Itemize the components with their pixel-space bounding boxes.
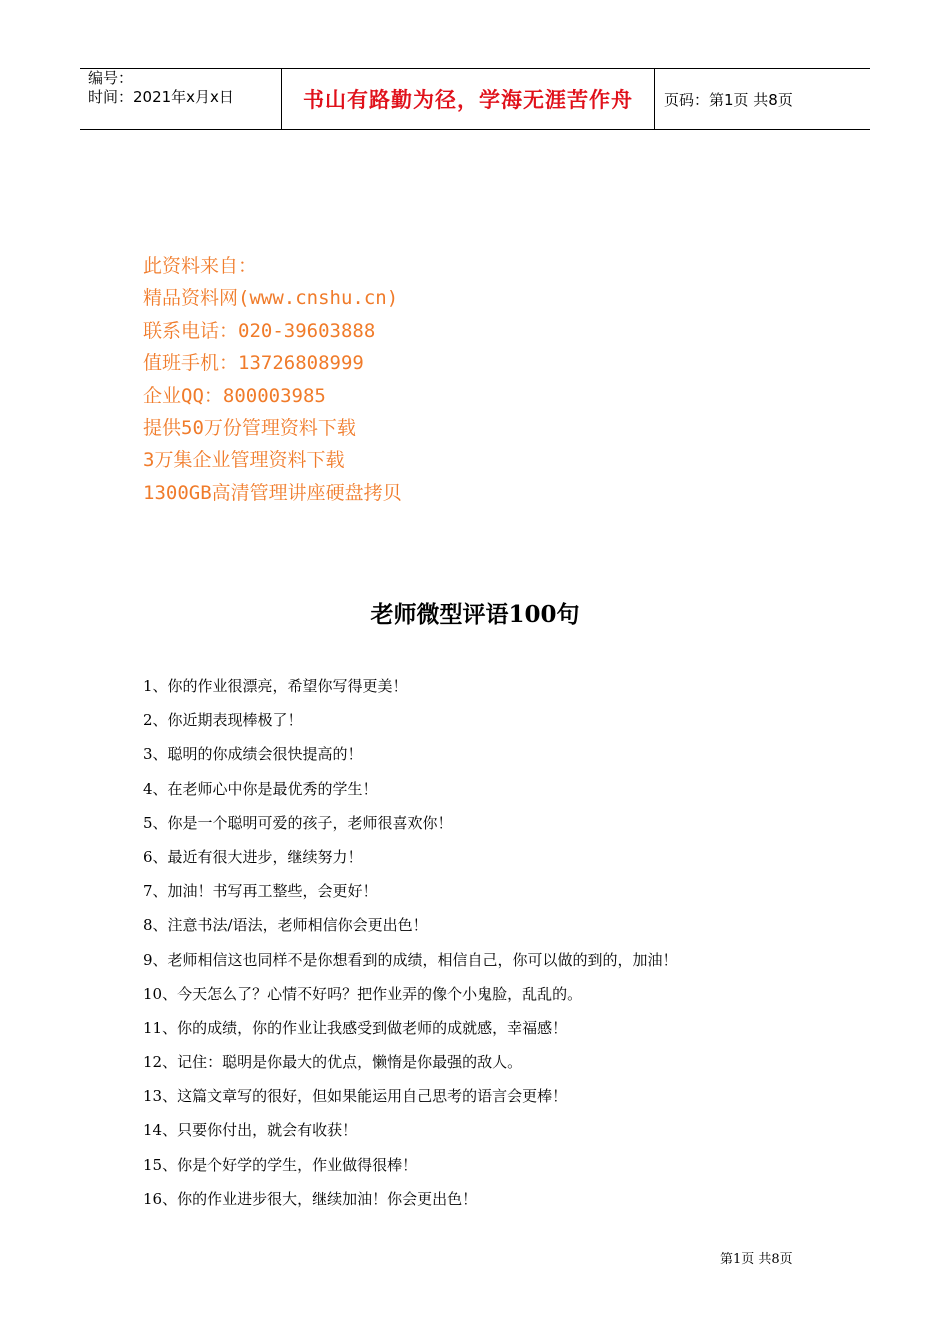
comment-list — [143, 676, 678, 1223]
header-meta — [88, 69, 280, 129]
promo-line: 值班手机：13726808999 — [143, 352, 364, 375]
list-item: 7、加油！书写再工整些，会更好！ — [143, 882, 378, 901]
list-item: 9、老师相信这也同样不是你想看到的成绩，相信自己，你可以做的到的，加油！ — [143, 950, 678, 969]
list-item: 16、你的作业进步很大，继续加油！你会更出色！ — [143, 1189, 478, 1208]
list-item: 6、最近有很大进步，继续努力！ — [143, 847, 363, 866]
header-motto: 书山有路勤为径，学海无涯苦作舟 — [303, 88, 633, 112]
header-time-label: 时间：2021年x月x日 — [88, 88, 234, 106]
list-item: 5、你是一个聪明可爱的孩子，老师很喜欢你！ — [143, 813, 453, 832]
list-item: 10、今天怎么了？心情不好吗？把作业弄的像个小鬼脸，乱乱的。 — [143, 984, 583, 1003]
promo-line: 此资料来自： — [143, 255, 258, 277]
list-item: 11、你的成绩，你的作业让我感受到做老师的成就感，幸福感！ — [143, 1018, 568, 1037]
promo-line: 精品资料网(www.cnshu.cn) — [143, 287, 399, 310]
promo-line: 1300GB高清管理讲座硬盘拷贝 — [143, 481, 402, 504]
list-item: 3、聪明的你成绩会很快提高的！ — [143, 745, 363, 764]
list-item: 1、你的作业很漂亮，希望你写得更美！ — [143, 677, 408, 695]
list-item: 2、你近期表现棒极了！ — [143, 711, 303, 730]
list-item: 8、注意书法/语法，老师相信你会更出色！ — [143, 916, 428, 935]
list-item: 13、这篇文章写的很好，但如果能运用自己思考的语言会更棒！ — [143, 1087, 568, 1106]
promo-line: 企业QQ：800003985 — [143, 384, 326, 407]
list-item: 15、你是个好学的学生，作业做得很棒！ — [143, 1155, 418, 1174]
list-item: 14、只要你付出，就会有收获！ — [143, 1121, 358, 1140]
header-page-info: 页码：第1页 共8页 — [664, 90, 793, 109]
document-title: 老师微型评语100句 — [370, 601, 580, 628]
promo-block — [143, 250, 402, 509]
page-footer: 第1页 共8页 — [720, 1252, 793, 1267]
page-header — [80, 68, 870, 130]
header-divider — [654, 69, 655, 129]
promo-line: 联系电话：020-39603888 — [143, 319, 376, 342]
promo-line: 提供50万份管理资料下载 — [143, 416, 356, 439]
list-item: 12、记住：聪明是你最大的优点，懒惰是你最强的敌人。 — [143, 1053, 523, 1072]
promo-line: 3万集企业管理资料下载 — [143, 449, 345, 472]
list-item: 4、在老师心中你是最优秀的学生！ — [143, 779, 378, 798]
header-number-label: 编号： — [88, 69, 134, 87]
